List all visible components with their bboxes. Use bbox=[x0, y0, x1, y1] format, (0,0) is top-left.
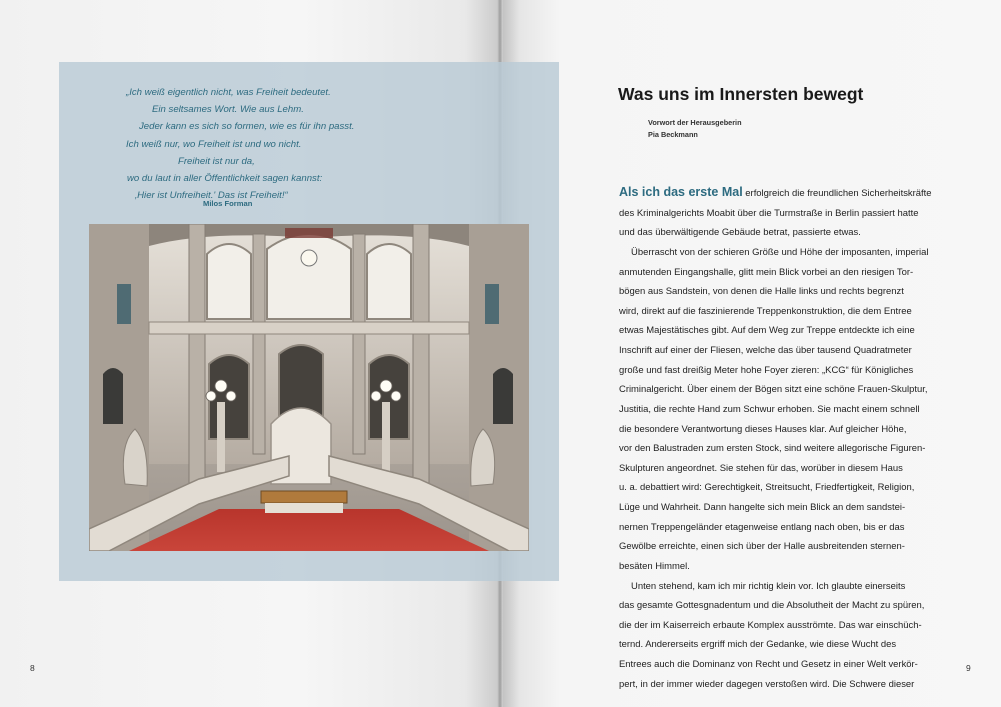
chapter-title: Was uns im Innersten bewegt bbox=[618, 84, 864, 104]
body-line: das gesamte Gottesgnadentum und die Absolutheit der Macht zu spüren, bbox=[619, 600, 925, 612]
quote-author: Milos Forman bbox=[203, 199, 253, 208]
body-line: pert, in der immer wieder dagegen verstoßen wird. Die Schwere dieser bbox=[619, 678, 915, 690]
foreword-body bbox=[619, 183, 949, 694]
body-line: Skulpturen angeordnet. Sie stehen für das, worüber in diesem Haus bbox=[619, 462, 903, 474]
page-number-right: 9 bbox=[966, 663, 971, 673]
body-line: die der im Kaiserreich erbaute Komplex ausströmte. Das war einschüch- bbox=[619, 619, 922, 631]
quote-block bbox=[110, 84, 400, 204]
body-line: etwas Majestätisches gibt. Auf dem Weg zur Treppe entdeckte ich eine bbox=[619, 325, 915, 337]
body-line: besäten Himmel. bbox=[619, 560, 690, 572]
body-line: des Kriminalgerichts Moabit über die Turmstraße in Berlin passiert hatte bbox=[619, 207, 919, 219]
body-line: Entrees auch die Dominanz von Recht und Gesetz in einer Welt verkör- bbox=[619, 659, 918, 670]
body-line: große und fast dreißig Meter hohe Foyer zieren: „KCG“ für Königliches bbox=[619, 364, 914, 376]
quote-line: Ich weiß nur, wo Freiheit ist und wo nicht. bbox=[126, 138, 302, 150]
body-line: Justitia, die rechte Hand zum Schwur erhoben. Sie macht einem schnell bbox=[619, 403, 920, 415]
editor-name: Pia Beckmann bbox=[648, 130, 698, 139]
body-line: Als ich das erste Mal erfolgreich die freundlichen Sicherheitskräfte bbox=[619, 185, 932, 199]
body-line: Gewölbe erreichte, einen sich über der Halle ausbreitenden sternen- bbox=[619, 541, 905, 553]
body-line: Lüge und Wahrheit. Dann hangelte sich mein Blick an dem sandstei- bbox=[619, 502, 906, 513]
courthouse-staircase-photo bbox=[89, 224, 529, 551]
body-line: anmutenden Eingangshalle, glitt mein Blick vorbei an den riesigen Tor- bbox=[619, 266, 914, 278]
quote-line: ‚Hier ist Unfreiheit.' Das ist Freiheit!“ bbox=[135, 190, 288, 202]
body-line: Inschrift auf einer der Fliesen, welche das über tausend Quadratmeter bbox=[619, 345, 912, 356]
body-line: ternd. Andererseits ergriff mich der Gedanke, wie diese Wucht des bbox=[619, 639, 897, 651]
body-line: bögen aus Sandstein, von denen die Halle links und rechts begrenzt bbox=[619, 286, 904, 298]
quote-line: wo du laut in aller Öffentlichkeit sagen kannst: bbox=[127, 173, 323, 185]
body-line: u. a. debattiert wird: Gerechtigkeit, Streitsucht, Friedfertigkeit, Religion, bbox=[619, 482, 915, 494]
body-line: Überrascht von der schieren Größe und Höhe der imposanten, imperial bbox=[631, 246, 929, 258]
quote-line: Jeder kann es sich so formen, wie es für ihn passt. bbox=[139, 121, 355, 133]
body-line: wird, direkt auf die faszinierende Treppenkonstruktion, die dem Entree bbox=[619, 305, 912, 317]
quote-line: Freiheit ist nur da, bbox=[178, 155, 255, 167]
body-line: und das überwältigende Gebäude betrat, passierte etwas. bbox=[619, 227, 861, 239]
foreword-label: Vorwort der Herausgeberin bbox=[648, 118, 742, 127]
quote-line: „Ich weiß eigentlich nicht, was Freiheit bedeutet. bbox=[126, 87, 331, 98]
quote-line: Ein seltsames Wort. Wie aus Lehm. bbox=[152, 104, 304, 116]
body-line: die besondere Verantwortung dieses Hauses klar. Auf gleicher Höhe, bbox=[619, 423, 907, 435]
body-line: Criminalgericht. Über einem der Bögen sitzt eine schöne Frauen-Skulptur, bbox=[619, 384, 928, 396]
body-line: nernen Treppengeländer etagenweise entlang nach oben, bis er das bbox=[619, 521, 905, 533]
lead-in: Als ich das erste Mal bbox=[619, 185, 743, 199]
body-line: Unten stehend, kam ich mir richtig klein vor. Ich glaubte einerseits bbox=[631, 580, 906, 592]
body-line: vor den Balustraden zum ersten Stock, sind weitere allegorische Figuren- bbox=[619, 443, 926, 455]
page-number-left: 8 bbox=[30, 663, 35, 673]
